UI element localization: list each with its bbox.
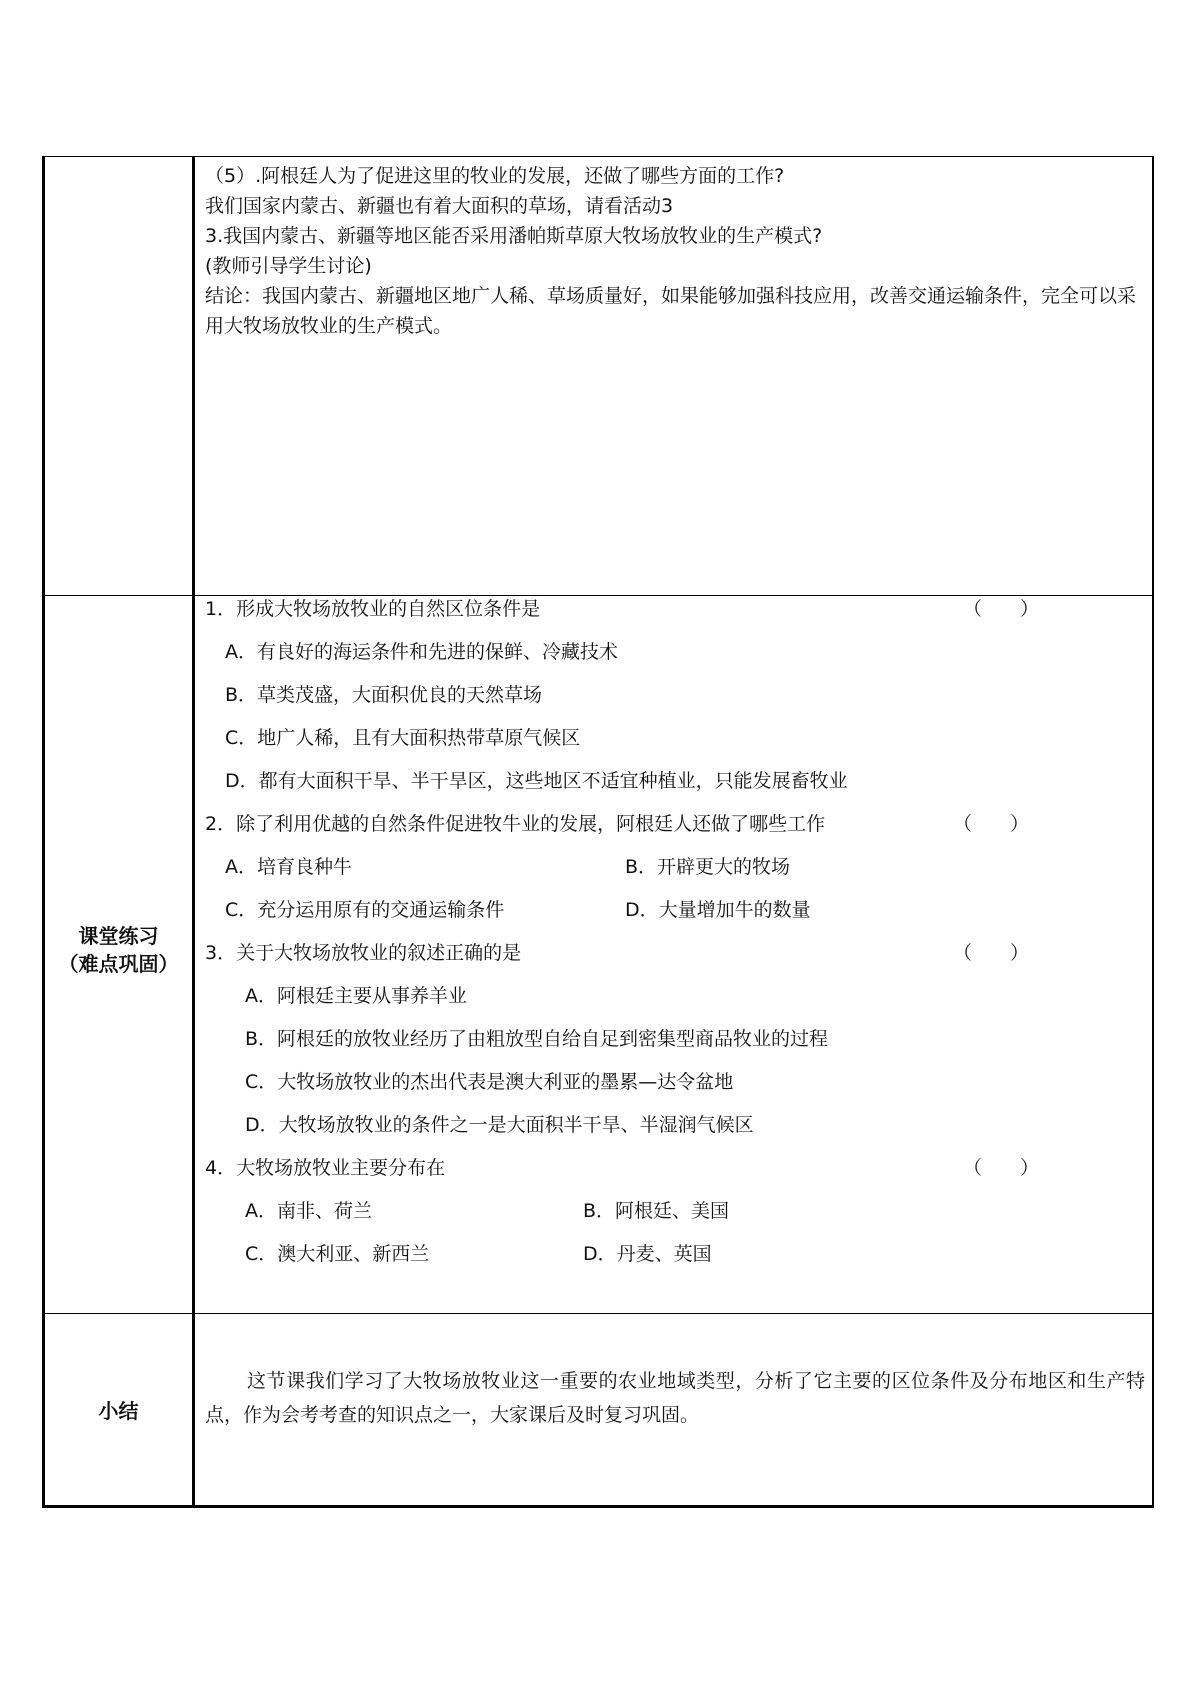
discussion-content — [205, 161, 1145, 341]
q1-option-b: B．草类茂盛，大面积优良的天然草场 — [225, 684, 543, 706]
question-3 — [205, 932, 1145, 975]
q3-option-c: C．大牧场放牧业的杰出代表是澳大利亚的墨累—达令盆地 — [245, 1071, 734, 1093]
q1-option-d: D．都有大面积干旱、半干旱区，这些地区不适宜种植业，只能发展畜牧业 — [225, 770, 848, 792]
q2-option-c: C．充分运用原有的交通运输条件 — [225, 899, 505, 921]
answer-blank-4: （ ） — [963, 1157, 1040, 1179]
practice-label-main: 课堂练习 — [78, 924, 159, 948]
practice-label-sub: （难点巩固） — [58, 952, 179, 976]
answer-blank-3: （ ） — [953, 942, 1030, 964]
question-2-stem: 2．除了利用优越的自然条件促进牧牛业的发展，阿根廷人还做了哪些工作 — [205, 813, 826, 835]
activity-question: 3.我国内蒙古、新疆等地区能否采用潘帕斯草原大牧场放牧业的生产模式? — [205, 225, 823, 247]
teacher-note: (教师引导学生讨论) — [205, 255, 372, 277]
q2-option-b: B．开辟更大的牧场 — [625, 856, 791, 878]
q3-option-d: D．大牧场放牧业的条件之一是大面积半干旱、半湿润气候区 — [245, 1114, 754, 1136]
q2-options-row-2 — [205, 889, 1145, 932]
summary-label: 小结 — [98, 1399, 139, 1423]
activity-intro: 我们国家内蒙古、新疆也有着大面积的草场，请看活动3 — [205, 195, 674, 217]
row-divider-2 — [42, 1313, 1154, 1314]
q4-option-c: C．澳大利亚、新西兰 — [245, 1243, 430, 1265]
q4-options-row-2 — [205, 1233, 1145, 1276]
q3-option-a: A．阿根廷主要从事养羊业 — [245, 985, 467, 1007]
practice-content — [205, 588, 1145, 1276]
q2-option-a: A．培育良种牛 — [225, 856, 352, 878]
q1-option-c: C．地广人稀，且有大面积热带草原气候区 — [225, 727, 581, 749]
answer-blank-2: （ ） — [953, 813, 1030, 835]
q2-options-row-1 — [205, 846, 1145, 889]
question-1-stem: 1．形成大牧场放牧业的自然区位条件是 — [205, 598, 541, 620]
practice-label — [45, 922, 192, 978]
question-5: （5）.阿根廷人为了促进这里的牧业的发展，还做了哪些方面的工作? — [205, 165, 785, 187]
q4-option-b: B．阿根廷、美国 — [583, 1200, 730, 1222]
answer-blank-1: （ ） — [963, 598, 1040, 620]
question-1 — [205, 588, 1145, 631]
q4-option-d: D．丹麦、英国 — [583, 1243, 712, 1265]
question-4-stem: 4．大牧场放牧业主要分布在 — [205, 1157, 446, 1179]
q2-option-d: D．大量增加牛的数量 — [625, 899, 811, 921]
question-2 — [205, 803, 1145, 846]
column-divider — [192, 156, 195, 1508]
q4-option-a: A．南非、荷兰 — [245, 1200, 372, 1222]
conclusion-text: 结论：我国内蒙古、新疆地区地广人稀、草场质量好，如果能够加强科技应用，改善交通运输条件，完全可以采用大牧场放牧业的生产模式。 — [205, 285, 1137, 337]
summary-text: 这节课我们学习了大牧场放牧业这一重要的农业地域类型，分析了它主要的区位条件及分布地区和生产特点，作为会考考查的知识点之一，大家课后及时复习巩固。 — [205, 1370, 1145, 1426]
question-3-stem: 3．关于大牧场放牧业的叙述正确的是 — [205, 942, 522, 964]
q3-option-b: B．阿根廷的放牧业经历了由粗放型自给自足到密集型商品牧业的过程 — [245, 1028, 829, 1050]
q1-option-a: A．有良好的海运条件和先进的保鲜、冷藏技术 — [225, 641, 618, 663]
q4-options-row-1 — [205, 1190, 1145, 1233]
question-4 — [205, 1147, 1145, 1190]
